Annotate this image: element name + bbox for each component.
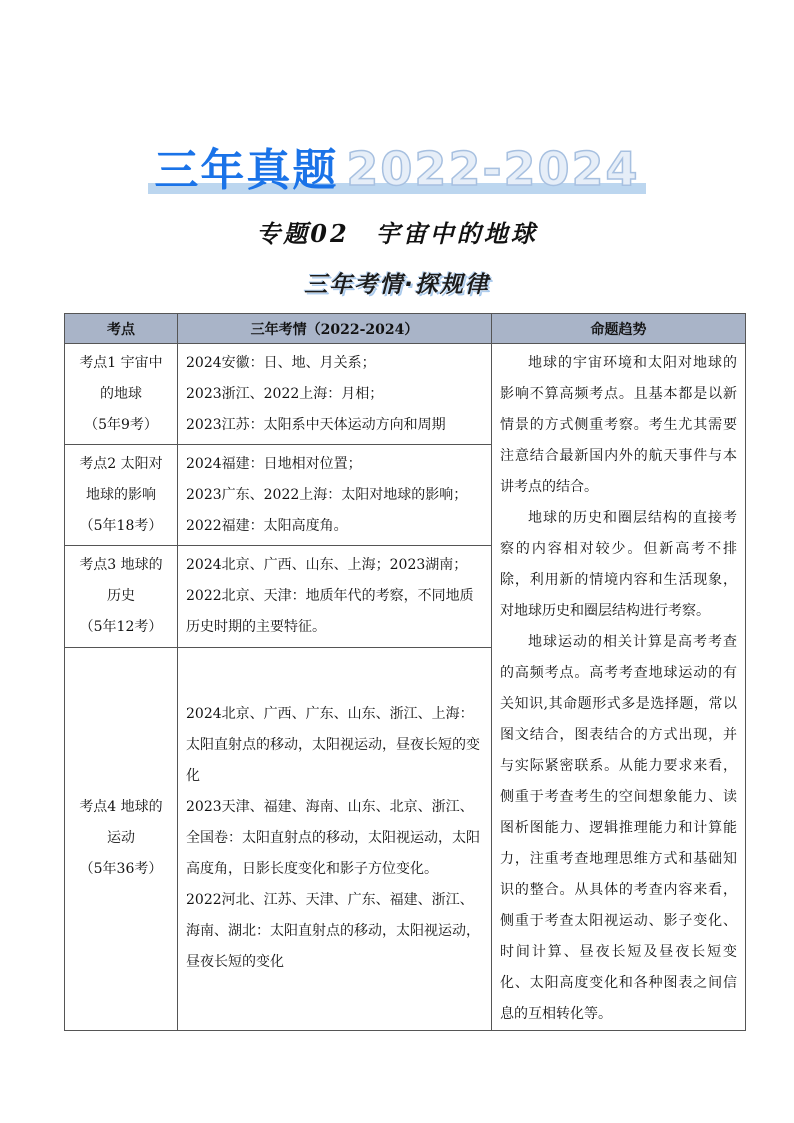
history-cell: 2024北京、广西、广东、山东、浙江、上海：太阳直射点的移动，太阳视运动，昼夜长短的变化 2023天津、福建、海南、山东、北京、浙江、全国卷：太阳直射点的移动，太阳视运动，太阳高度角，日影长度变化和影子方位变化。 2022河北、江苏、天津、广东、福建、浙江、海南、湖北：太阳直射点的移动，太阳视运动，昼夜长短的变化 <box>178 647 492 1030</box>
subtitle-text: 三年考情·探规律 <box>304 272 490 298</box>
trend-paragraph: 地球的历史和圈层结构的直接考察的内容相对较少。但新高考不排除，利用新的情境内容和生活现象，对地球历史和圈层结构进行考察。 <box>500 510 737 619</box>
header-trend: 命题趋势 <box>492 314 746 344</box>
history-cell: 2024福建：日地相对位置； 2023广东、2022上海：太阳对地球的影响； 2022福建：太阳高度角。 <box>178 445 492 546</box>
banner-years-text: 2022-2024 <box>346 142 640 196</box>
point-cell: 考点4 地球的 运动 （5年36考） <box>65 647 178 1030</box>
point-cell: 考点2 太阳对 地球的影响 （5年18考） <box>65 445 178 546</box>
point-cell: 考点3 地球的 历史 （5年12考） <box>65 546 178 647</box>
banner-main-text: 三年真题 <box>154 145 339 196</box>
title-banner <box>0 134 794 198</box>
history-cell: 2024北京、广西、山东、上海；2023湖南； 2022北京、天津：地质年代的考察，不同地质历史时期的主要特征。 <box>178 546 492 647</box>
sub-banner <box>0 266 794 299</box>
table-header-row <box>65 314 746 344</box>
header-history: 三年考情（2022-2024） <box>178 314 492 344</box>
topic-title <box>0 214 794 249</box>
point-cell: 考点1 宇宙中 的地球 （5年9考） <box>65 344 178 445</box>
trend-cell <box>492 344 746 1031</box>
topic-name: 宇宙中的地球 <box>375 219 538 248</box>
trend-paragraph: 地球的宇宙环境和太阳对地球的影响不算高频考点。且基本都是以新情景的方式侧重考察。考生尤其需要注意结合最新国内外的航天事件与本讲考点的结合。 <box>500 355 737 495</box>
exam-analysis-table <box>64 313 746 1031</box>
trend-paragraph: 地球运动的相关计算是高考考查的高频考点。高考考查地球运动的有关知识,其命题形式多是选择题，常以图文结合，图表结合的方式出现，并与实际紧密联系。从能力要求来看，侧重于考查考生的空间想象能力、读图析图能力、逻辑推理能力和计算能力，注重考查地理思维方式和基础知识的整合。从具体的考查内容来看，侧重于考查太阳视运动、影子变化、时间计算、昼夜长短及昼夜长短变化、太阳高度变化和各种图表之间信息的互相转化等。 <box>500 634 737 1022</box>
topic-label: 专题02 <box>256 219 350 248</box>
history-cell: 2024安徽：日、地、月关系； 2023浙江、2022上海：月相； 2023江苏：太阳系中天体运动方向和周期 <box>178 344 492 445</box>
header-point: 考点 <box>65 314 178 344</box>
table-row <box>65 344 746 445</box>
